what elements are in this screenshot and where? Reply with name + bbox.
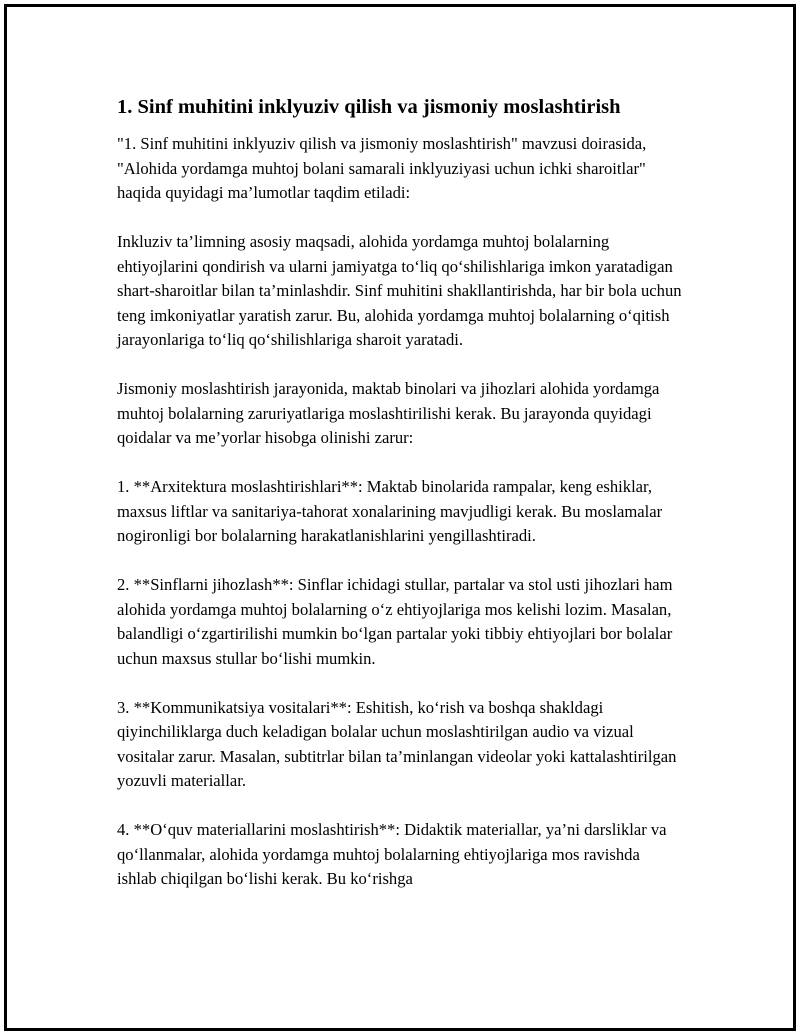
paragraph-inclusive-goal: Inkluziv ta’limning asosiy maqsadi, alohida yordamga muhtoj bolalarning ehtiyojlarini qondirish va ularni jamiyatga to‘liq qo‘shilishlariga imkon yaratadigan shart-sharoitlar bilan ta’minlashdir. Sinf muhitini shakllantirishda, har bir bola uchun teng imkoniyatlar yaratish zarur. Bu, alohida yordamga muhtoj bolalarning o‘qitish jarayonlariga to‘liq qo‘shilishlariga sharoit yaratadi. <box>117 232 682 349</box>
list-item-learning-materials: 4. **O‘quv materiallarini moslashtirish**: Didaktik materiallar, ya’ni darsliklar va qo‘llanmalar, alohida yordamga muhtoj bolalarning ehtiyojlariga mos ravishda ishlab chiqilgan bo‘lishi kerak. Bu ko‘rishga <box>117 820 667 888</box>
list-item-communication-tools: 3. **Kommunikatsiya vositalari**: Eshitish, ko‘rish va boshqa shakldagi qiyinchiliklarga duch keladigan bolalar uchun moslashtirilgan audio va vizual vositalar zarur. Masalan, subtitrlar bilan ta’minlangan videolar yoki kattalashtirilgan yozuvli materiallar. <box>117 697 677 790</box>
paragraph-intro: "1. Sinf muhitini inklyuziv qilish va jismoniy moslashtirish" mavzusi doirasida, "Alohida yordamga muhtoj bolani samarali inklyuziyasi uchun ichki sharoitlar" haqida quyidagi ma’lumotlar taqdim etiladi: <box>117 134 647 202</box>
list-item-classroom-equipment: 2. **Sinflarni jihozlash**: Sinflar ichidagi stullar, partalar va stol usti jihozlari ham alohida yordamga muhtoj bolalarning o‘z ehtiyojlariga mos kelishi lozim. Masalan, balandligi o‘zgartirilishi mumkin bo‘lgan partalar yoki tibbiy ehtiyojlari bor bolalar uchun maxsus stullar bo‘lishi mumkin. <box>117 575 673 668</box>
list-item-architecture: 1. **Arxitektura moslashtirishlari**: Maktab binolarida rampalar, keng eshiklar, maxsus liftlar va sanitariya-tahorat xonalarining mavjudligi kerak. Bu moslamalar nogironligi bor bolalarning harakatlanishlarini yengillashtiradi. <box>117 477 663 545</box>
section-heading: 1. Sinf muhitini inklyuziv qilish va jismoniy moslashtirish <box>117 96 621 118</box>
paragraph-physical-adaptation: Jismoniy moslashtirish jarayonida, maktab binolari va jihozlari alohida yordamga muhtoj bolalarning zaruriyatlariga moslashtirilishi kerak. Bu jarayonda quyidagi qoidalar va me’yorlar hisobga olinishi zarur: <box>117 379 660 447</box>
document-body <box>117 94 683 916</box>
